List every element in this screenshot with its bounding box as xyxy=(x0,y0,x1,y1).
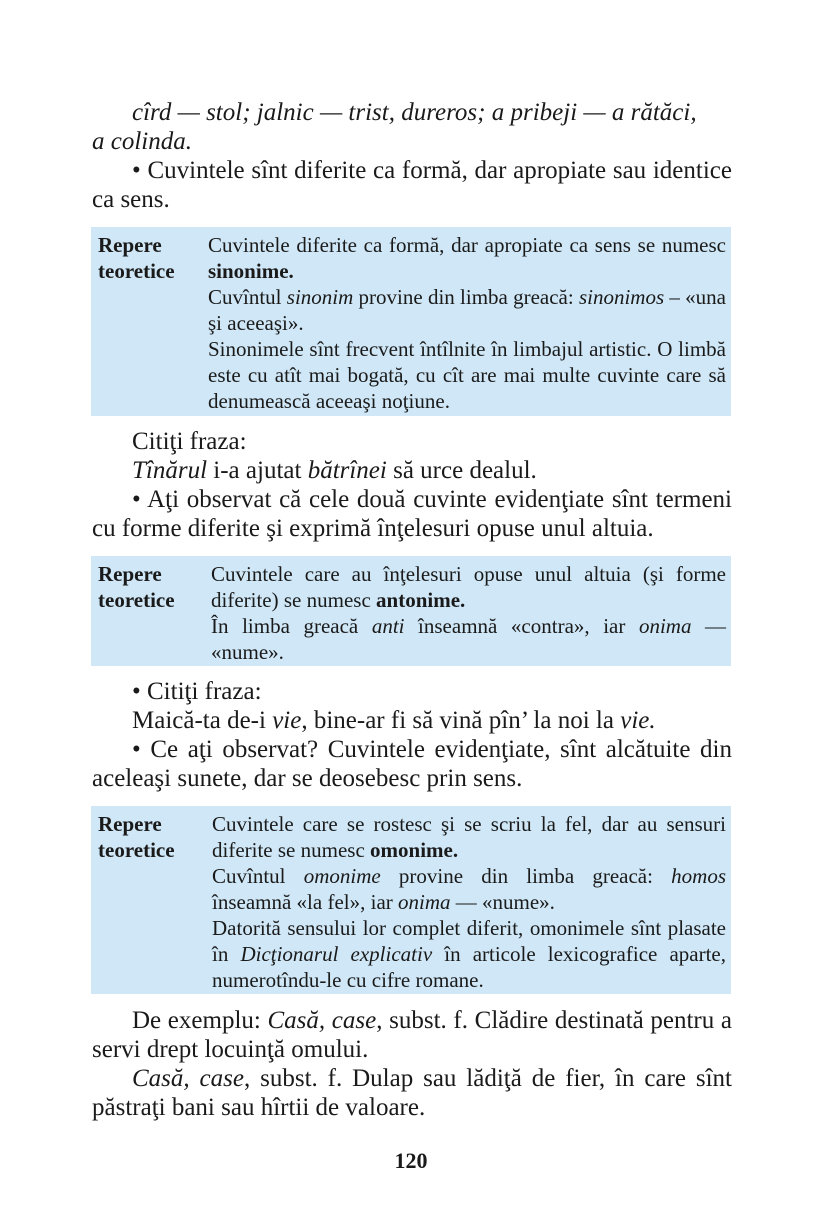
antonym-observation: • Aţi observat că cele două cuvinte evidenţiate sînt termeni cu forme diferite şi exprimă înţelesuri opuse unul altuia. xyxy=(92,486,732,542)
dictionary-example-1: De exemplu: Casă, case, subst. f. Clădire destinată pentru a servi drept locuinţă omului. xyxy=(92,1007,732,1063)
homonym-etymology: Cuvîntul omonime provine din limba greacă: homos înseamnă «la fel», iar onima — «nume». xyxy=(212,864,726,914)
antonym-example-sentence: Tînărul i-a ajutat bătrînei să urce dealul. xyxy=(132,457,537,484)
homonym-observation: • Ce aţi observat? Cuvintele evidenţiate, sînt alcătuite din aceleaşi sunete, dar se deosebesc prin sens. xyxy=(92,736,732,792)
theory-text xyxy=(211,561,726,665)
theory-label: Repere teoretice xyxy=(98,233,175,283)
theory-text xyxy=(208,232,726,414)
synonym-definition: Cuvintele diferite ca formă, dar apropiate ca sens se numesc sinonime. xyxy=(208,233,726,283)
read-sentence-instruction-2: • Citiţi fraza: xyxy=(132,678,262,705)
page-number: 120 xyxy=(394,1148,428,1173)
read-sentence-instruction: Citiţi fraza: xyxy=(132,428,247,455)
theory-label: Repere teoretice xyxy=(98,812,175,862)
antonym-etymology: În limba greacă anti înseamnă «contra», iar onima — «nume». xyxy=(211,614,727,664)
theory-box-homonyms xyxy=(91,806,731,994)
synonym-etymology: Cuvîntul sinonim provine din limba greacă: sinonimos – «una şi aceeaşi». xyxy=(208,285,726,335)
synonym-examples-line1: cîrd — stol; jalnic — trist, dureros; a pribeji — a rătăci, xyxy=(132,99,697,126)
theory-box-synonyms xyxy=(91,227,731,416)
theory-box-antonyms xyxy=(91,556,731,666)
homonym-definition: Cuvintele care se rostesc şi se scriu la fel, dar au sensuri diferite se numesc omonime. xyxy=(212,812,726,862)
antonym-definition: Cuvintele care au înţelesuri opuse unul altuia (şi forme diferite) se numesc antonime. xyxy=(211,562,726,612)
synonym-examples xyxy=(92,98,732,156)
theory-text xyxy=(212,811,726,993)
synonym-observation: • Cuvintele sînt diferite ca formă, dar apropiate sau identice ca sens. xyxy=(92,157,732,213)
theory-label: Repere teoretice xyxy=(98,562,175,612)
dictionary-example-2: Casă, case, subst. f. Dulap sau lădiţă de fier, în care sînt păstraţi bani sau hîrtii de valoare. xyxy=(92,1065,732,1121)
homonym-dictionary-note: Datorită sensului lor complet diferit, omonimele sînt plasate în Dicţionarul explicativ în articole lexicografice aparte, numerotîndu-le cu cifre romane. xyxy=(212,916,726,992)
synonym-examples-line2: a colinda. xyxy=(92,128,192,155)
synonym-usage: Sinonimele sînt frecvent întîlnite în limbajul artistic. O limbă este cu atît mai bogată, cu cît are mai multe cuvinte care să denumească aceeaşi noţiune. xyxy=(208,337,726,413)
homonym-example-sentence: Maică-ta de-i vie, bine-ar fi să vină pîn’ la noi la vie. xyxy=(132,707,656,734)
